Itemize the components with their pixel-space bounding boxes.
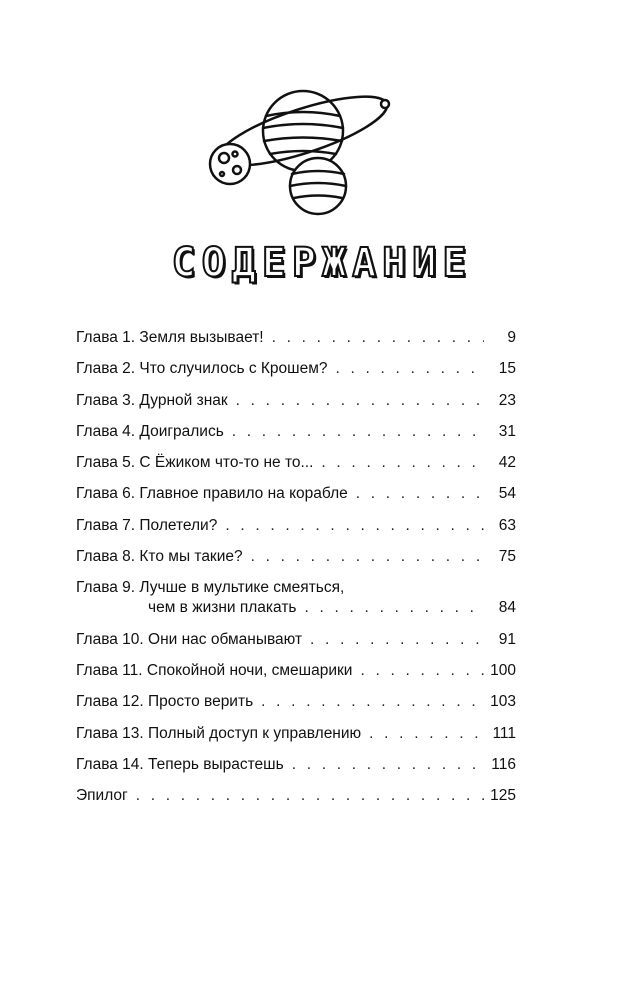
toc-entry[interactable]: [76, 422, 516, 442]
toc-entry[interactable]: [76, 661, 516, 681]
toc-entry[interactable]: [76, 516, 516, 536]
dot-leader: [356, 484, 484, 504]
toc-entry[interactable]: [76, 328, 516, 348]
toc-page-number: 42: [498, 454, 516, 472]
toc-page-number: 116: [491, 755, 516, 773]
dot-leader: [369, 724, 484, 744]
toc-entry[interactable]: [76, 547, 516, 567]
toc-entry-label: Глава 11. Спокойной ночи, смешарики: [76, 661, 353, 679]
toc-page-number: 31: [498, 422, 516, 440]
dot-leader: [305, 598, 485, 618]
toc-entry[interactable]: [76, 755, 516, 775]
toc-page-number: 91: [498, 630, 516, 648]
toc-page-number: 103: [490, 693, 516, 711]
toc-entry[interactable]: [76, 391, 516, 411]
toc-entry-label: Глава 12. Просто верить: [76, 693, 254, 711]
planets-illustration: [200, 86, 400, 216]
toc-entry-label: Глава 9. Лучше в мультике смеяться,: [76, 579, 345, 597]
toc-entry-label: Глава 8. Кто мы такие?: [76, 548, 243, 566]
toc-page-number: 75: [498, 548, 516, 566]
toc-entry[interactable]: [76, 359, 516, 379]
toc-page-number: 9: [507, 329, 516, 346]
toc-entry-label: Глава 5. С Ёжиком что-то не то...: [76, 454, 314, 472]
toc-entry-label: Глава 2. Что случилось с Крошем?: [76, 360, 328, 378]
toc-entry-label: Глава 10. Они нас обманывают: [76, 630, 303, 648]
dot-leader: [225, 516, 484, 536]
toc-page-number: 15: [498, 360, 516, 378]
toc-entry[interactable]: [76, 692, 516, 712]
dot-leader: [232, 422, 484, 442]
toc-entry-label: Глава 3. Дурной знак: [76, 391, 228, 409]
dot-leader: [360, 661, 484, 681]
dot-leader: [310, 630, 484, 650]
toc-entry-label: Эпилог: [76, 787, 128, 805]
toc-entry-label: Глава 6. Главное правило на корабле: [76, 485, 348, 503]
toc-page-number: 125: [490, 787, 516, 805]
page-title: СОДЕРЖАНИЕ: [171, 240, 473, 286]
toc-page-number: 23: [498, 391, 516, 409]
toc-page-number: 111: [492, 724, 516, 742]
toc-entry-label: Глава 1. Земля вызывает!: [76, 329, 264, 346]
toc-entry-label: Глава 14. Теперь вырастешь: [76, 755, 284, 773]
dot-leader: [236, 391, 484, 411]
toc-entry[interactable]: [76, 484, 516, 504]
dot-leader: [251, 547, 484, 567]
toc-entry-label: Глава 4. Доигрались: [76, 422, 224, 440]
dot-leader: [336, 359, 485, 379]
toc-entry-label: Глава 7. Полетели?: [76, 516, 218, 534]
dot-leader: [272, 328, 484, 348]
dot-leader: [321, 453, 484, 473]
toc-entry[interactable]: [76, 724, 516, 744]
toc-entry[interactable]: [76, 786, 516, 806]
toc-entry[interactable]: [76, 630, 516, 650]
toc-page-number: 84: [498, 599, 516, 617]
toc-page-number: 100: [490, 661, 516, 679]
toc-entry[interactable]: [76, 578, 516, 618]
toc-entry-label: Глава 13. Полный доступ к управлению: [76, 724, 362, 742]
table-of-contents: [76, 328, 516, 817]
dot-leader: [136, 786, 484, 806]
toc-page-number: 63: [498, 516, 516, 534]
toc-page-number: 54: [498, 485, 516, 503]
dot-leader: [261, 692, 484, 712]
dot-leader: [292, 755, 484, 775]
toc-entry[interactable]: [76, 453, 516, 473]
toc-entry-label-continued: чем в жизни плакать: [148, 599, 297, 617]
